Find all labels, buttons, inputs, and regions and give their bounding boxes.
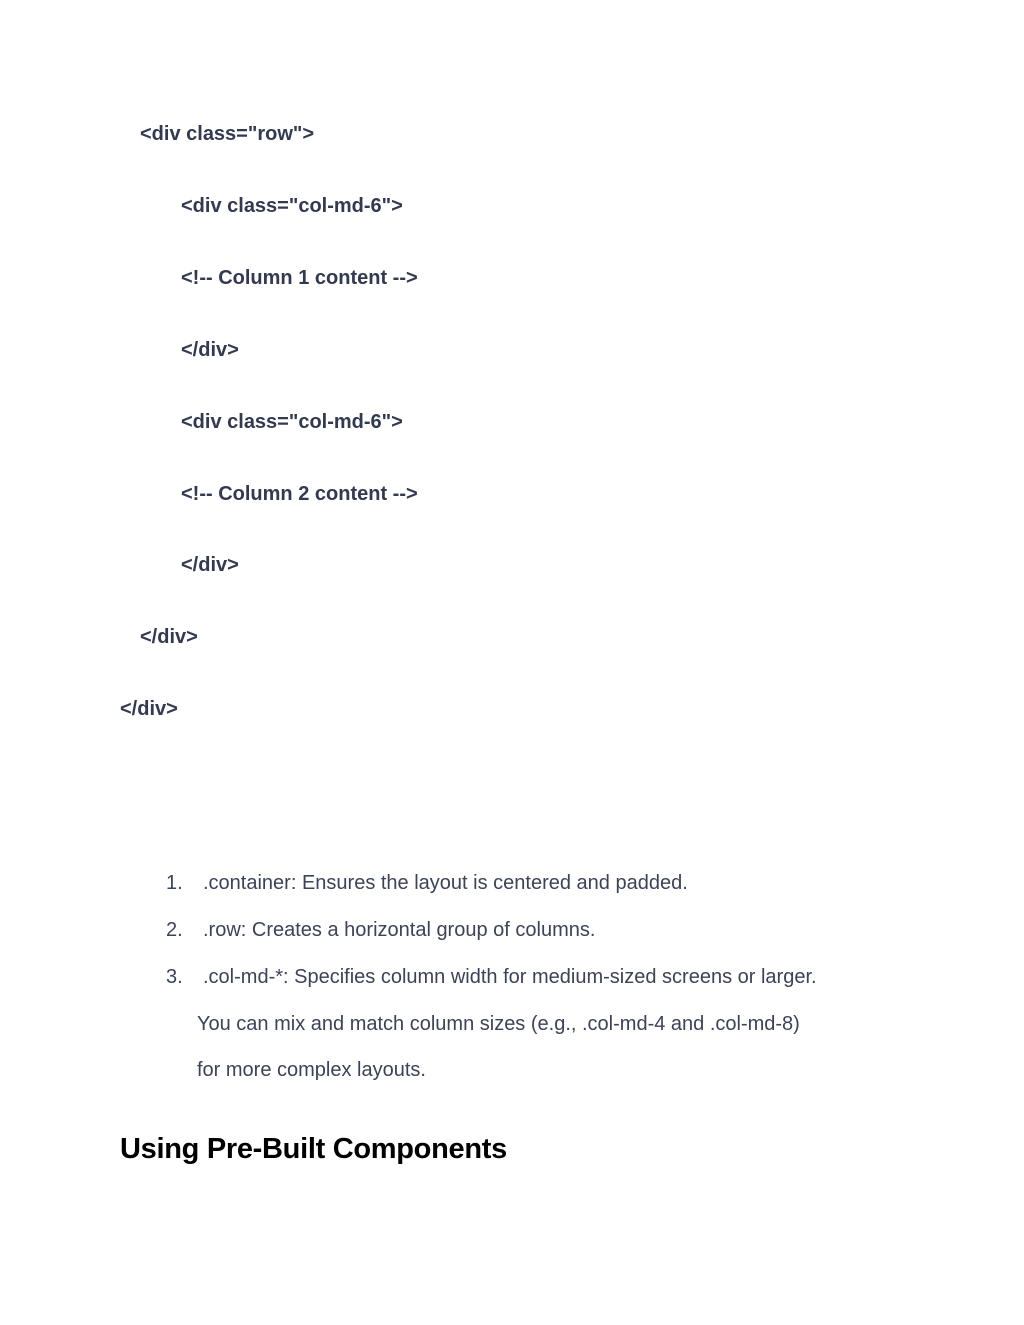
code-line: <div class="col-md-6">: [181, 411, 403, 433]
code-line: </div>: [120, 698, 178, 720]
code-line: </div>: [181, 339, 239, 361]
list-continuation: for more complex layouts.: [197, 1059, 426, 1081]
list-number: 2.: [166, 919, 183, 941]
code-line: </div>: [140, 626, 198, 648]
list-text: .col-md-*: Specifies column width for medium-sized screens or larger.: [203, 966, 817, 988]
code-line: <div class="col-md-6">: [181, 195, 403, 217]
list-continuation: You can mix and match column sizes (e.g., .col-md-4 and .col-md-8): [197, 1013, 800, 1035]
list-item: [166, 965, 817, 989]
list-number: 3.: [166, 966, 183, 988]
code-line: <div class="row">: [140, 123, 315, 145]
code-line: <!-- Column 1 content -->: [181, 267, 418, 289]
section-heading: Using Pre-Built Components: [120, 1133, 507, 1165]
list-text: .row: Creates a horizontal group of columns.: [203, 919, 596, 941]
code-line: </div>: [181, 554, 239, 576]
list-item: [166, 871, 688, 895]
list-item: [166, 918, 595, 942]
code-line: <!-- Column 2 content -->: [181, 483, 418, 505]
list-text: .container: Ensures the layout is centered and padded.: [203, 872, 688, 894]
list-number: 1.: [166, 872, 183, 894]
